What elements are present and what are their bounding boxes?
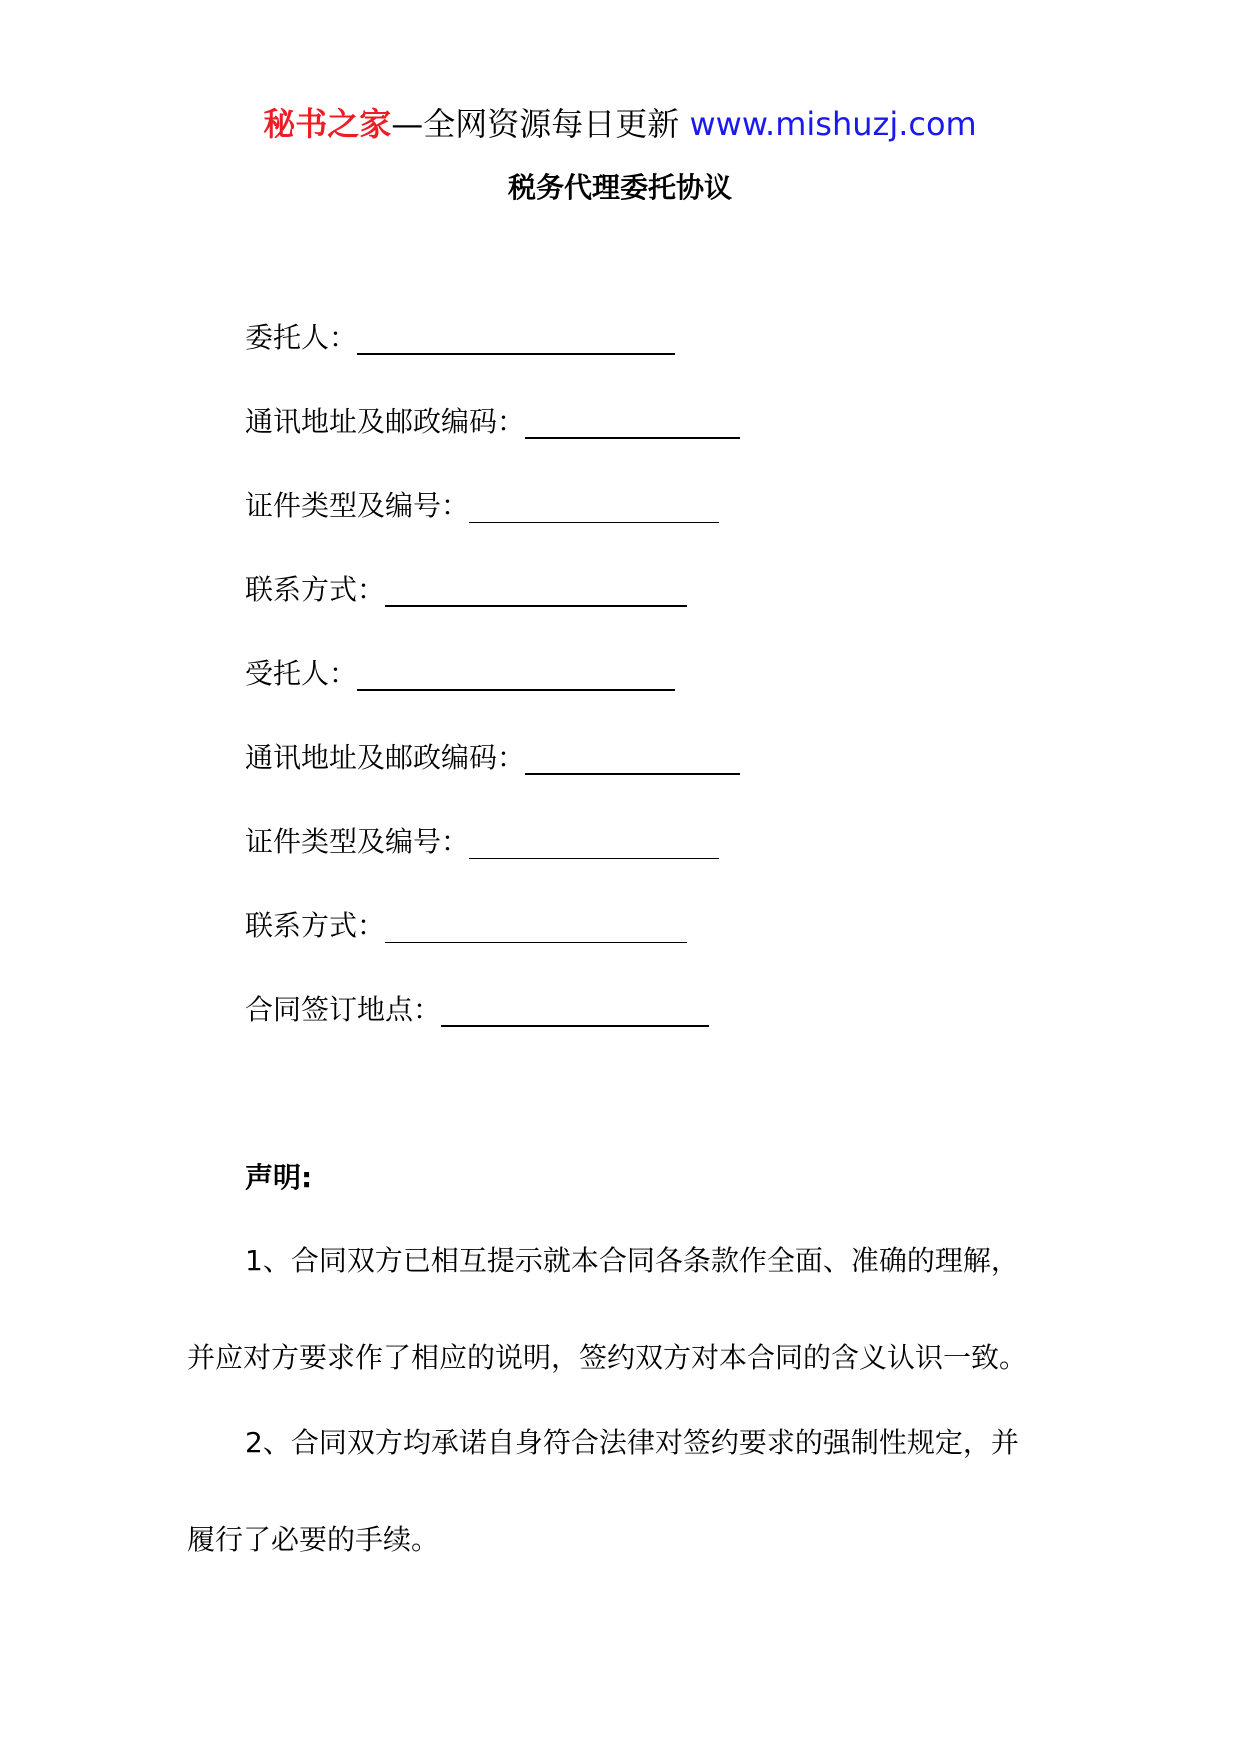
blank-line bbox=[357, 689, 675, 691]
statement-item-2-line-1: 2、合同双方均承诺自身符合法律对签约要求的强制性规定，并 bbox=[245, 1426, 1019, 1459]
site-url-link[interactable]: www.mishuzj.com bbox=[689, 105, 977, 143]
statement-item-1-line-2: 并应对方要求作了相应的说明，签约双方对本合同的含义认识一致。 bbox=[187, 1341, 1028, 1374]
blank-line bbox=[469, 858, 719, 859]
blank-line bbox=[385, 605, 687, 607]
field-label: 联系方式： bbox=[245, 909, 386, 942]
field-label: 通讯地址及邮政编码： bbox=[245, 405, 526, 438]
field-label: 受托人： bbox=[245, 657, 358, 690]
field-label: 证件类型及编号： bbox=[245, 489, 470, 522]
field-label: 证件类型及编号： bbox=[245, 825, 470, 858]
blank-line bbox=[525, 437, 740, 439]
blank-line bbox=[357, 353, 675, 355]
field-label: 合同签订地点： bbox=[245, 993, 442, 1026]
document-title: 税务代理委托协议 bbox=[507, 171, 732, 204]
field-label: 联系方式： bbox=[245, 573, 386, 606]
field-agent-name bbox=[245, 654, 675, 694]
statement-heading: 声明: bbox=[245, 1161, 313, 1194]
field-principal-address bbox=[245, 402, 740, 442]
blank-line bbox=[525, 773, 740, 775]
blank-line bbox=[385, 942, 687, 943]
blank-line bbox=[469, 522, 719, 523]
statement-item-2-line-2: 履行了必要的手续。 bbox=[187, 1523, 440, 1556]
field-agent-address bbox=[245, 738, 740, 778]
field-label: 委托人： bbox=[245, 321, 358, 354]
field-principal-id bbox=[245, 486, 719, 526]
header-tagline: —全网资源每日更新 bbox=[391, 105, 690, 143]
statement-item-1-line-1: 1、合同双方已相互提示就本合同各条款作全面、准确的理解， bbox=[245, 1244, 1019, 1277]
field-agent-contact bbox=[245, 906, 687, 946]
site-header bbox=[0, 100, 1240, 148]
field-agent-id bbox=[245, 822, 719, 862]
field-principal-contact bbox=[245, 570, 687, 610]
field-principal-name bbox=[245, 318, 675, 358]
field-signing-place bbox=[245, 990, 709, 1030]
brand-name: 秘书之家 bbox=[263, 105, 392, 143]
blank-line bbox=[441, 1025, 709, 1027]
field-label: 通讯地址及邮政编码： bbox=[245, 741, 526, 774]
